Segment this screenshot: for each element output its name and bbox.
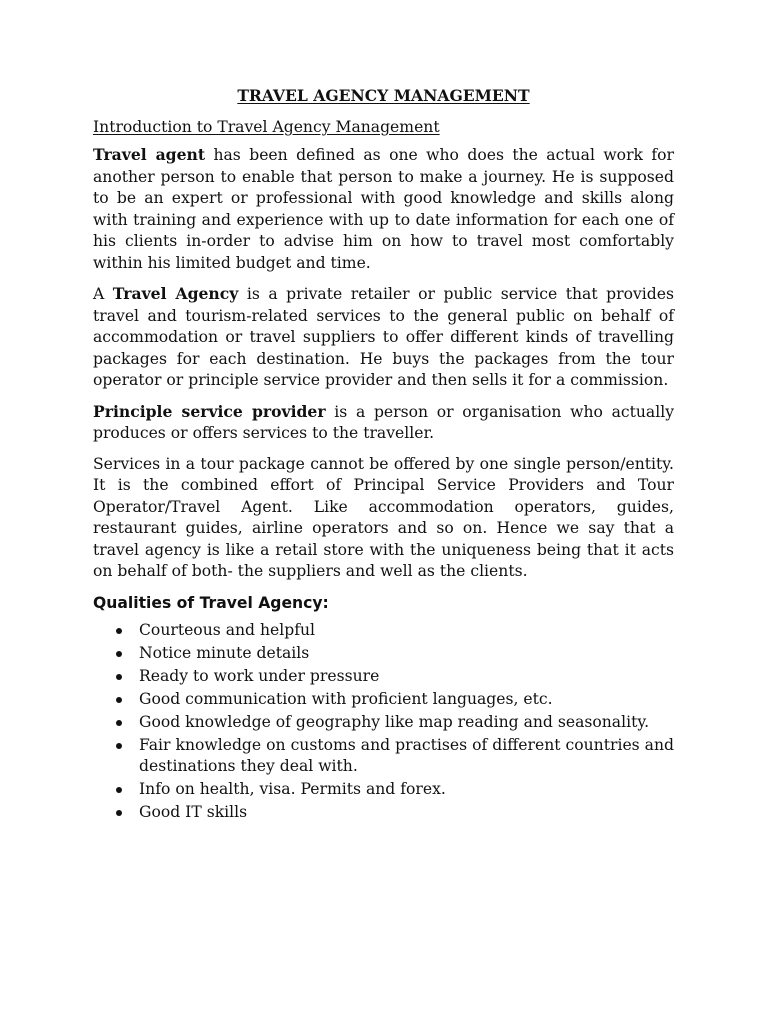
paragraph-travel-agent (93, 144, 674, 274)
list-item (93, 643, 674, 665)
list-item-text: Good knowledge of geography like map reading and seasonality. (139, 712, 650, 731)
list-item-text: Courteous and helpful (139, 620, 316, 639)
list-item (93, 712, 674, 734)
page-title: TRAVEL AGENCY MANAGEMENT (237, 86, 530, 105)
document-page (93, 85, 674, 825)
list-item (93, 802, 674, 824)
bullet-icon (116, 810, 122, 816)
bullet-icon (116, 697, 122, 703)
term-principle-service-provider: Principle service provider (93, 401, 326, 421)
list-item-text: Info on health, visa. Permits and forex. (139, 780, 446, 798)
bullet-icon (116, 787, 122, 793)
bullet-icon (116, 628, 122, 634)
paragraph-principle-service-provider (93, 401, 674, 445)
paragraph-text: has been defined as one who does the actual work for another person to enable that person to make a journey. He is supposed to be an expert or professional with good knowledge and skills along with training and experience with up to date information for each one of his clients in-order to advise him on how to travel most comfortably within his limited budget and time. (93, 146, 674, 272)
term-travel-agency: Travel Agency (112, 284, 239, 303)
list-item-text: Ready to work under pressure (139, 666, 380, 685)
list-item (93, 735, 674, 778)
list-item-text: Good communication with proficient languages, etc. (139, 689, 553, 708)
paragraph-services (93, 454, 674, 583)
paragraph-text: Services in a tour package cannot be offered by one single person/entity. It is the combined effort of Principal Service Providers and Tour Operator/Travel Agent. Like accommodation operators, guides, restaurant guides, airline operators and so on. Hence we say that a travel agency is like a retail store with the uniqueness being that it acts on behalf of both- the suppliers and well as the clients. (93, 454, 674, 580)
bullet-icon (116, 651, 122, 657)
bullet-icon (116, 743, 122, 749)
list-item-text: Fair knowledge on customs and practises of different countries and destinations they deal with. (139, 735, 674, 775)
list-item (93, 666, 674, 688)
term-travel-agent: Travel agent (93, 145, 206, 164)
intro-heading: Introduction to Travel Agency Management (93, 118, 440, 136)
paragraph-text: is a private retailer or public service that provides travel and tourism-related services to the general public on behalf of accommodation or travel suppliers to offer different kinds of travelling packages for each destination. He buys the packages from the tour operator or principle service provider and then sells it for a commission. (93, 285, 674, 389)
list-item-text: Notice minute details (139, 643, 310, 662)
list-item (93, 779, 674, 801)
bullet-icon (116, 720, 122, 726)
paragraph-travel-agency (93, 283, 674, 392)
paragraph-prefix: A (93, 285, 113, 303)
list-item (93, 620, 674, 642)
qualities-heading: Qualities of Travel Agency: (93, 593, 329, 612)
paragraph-text: is a person or organisation who actually produces or offers services to the traveller. (93, 402, 675, 442)
list-item (93, 689, 674, 711)
list-item-text: Good IT skills (139, 803, 248, 821)
qualities-list (93, 620, 674, 824)
bullet-icon (116, 674, 122, 680)
